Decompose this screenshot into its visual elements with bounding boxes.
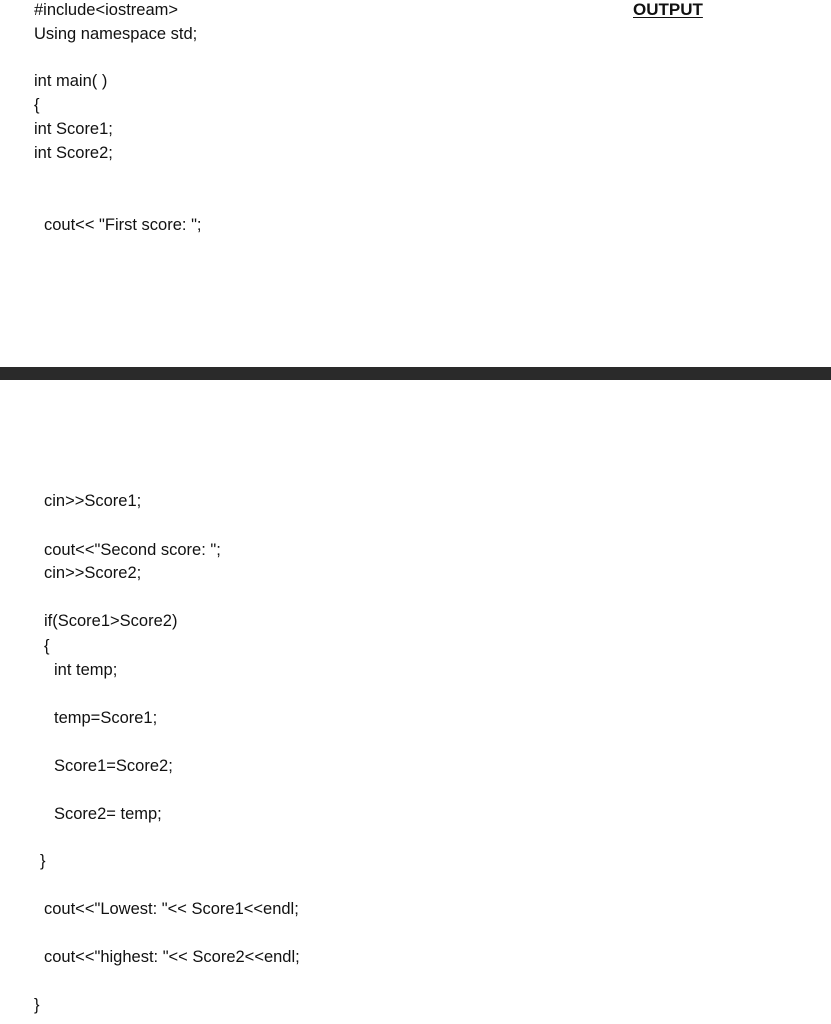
code-line-cin-score2: cin>>Score2; bbox=[44, 564, 142, 582]
code-line-if-close-brace: } bbox=[40, 852, 46, 870]
code-line-if: if(Score1>Score2) bbox=[44, 612, 178, 630]
code-line-cout-highest: cout<<"highest: "<< Score2<<endl; bbox=[44, 948, 300, 966]
code-line-if-open-brace: { bbox=[44, 637, 50, 655]
code-line-score1-decl: int Score1; bbox=[34, 120, 113, 138]
code-line-temp-decl: int temp; bbox=[54, 661, 118, 679]
code-line-include: #include<iostream> bbox=[34, 1, 179, 19]
code-line-temp-assign: temp=Score1; bbox=[54, 709, 158, 727]
code-line-open-brace: { bbox=[34, 96, 40, 114]
page-divider bbox=[0, 367, 831, 380]
code-line-cout-first: cout<< "First score: "; bbox=[44, 216, 202, 234]
code-line-cout-second: cout<<"Second score: "; bbox=[44, 541, 221, 559]
code-line-cout-lowest: cout<<"Lowest: "<< Score1<<endl; bbox=[44, 900, 299, 918]
code-line-score2-assign: Score2= temp; bbox=[54, 805, 162, 823]
code-line-main: int main( ) bbox=[34, 72, 108, 90]
code-line-namespace: Using namespace std; bbox=[34, 25, 198, 43]
output-heading: OUTPUT bbox=[633, 0, 703, 19]
code-line-score2-decl: int Score2; bbox=[34, 144, 113, 162]
code-line-score1-assign: Score1=Score2; bbox=[54, 757, 173, 775]
code-line-close-brace: } bbox=[34, 996, 40, 1014]
code-line-cin-score1: cin>>Score1; bbox=[44, 492, 142, 510]
